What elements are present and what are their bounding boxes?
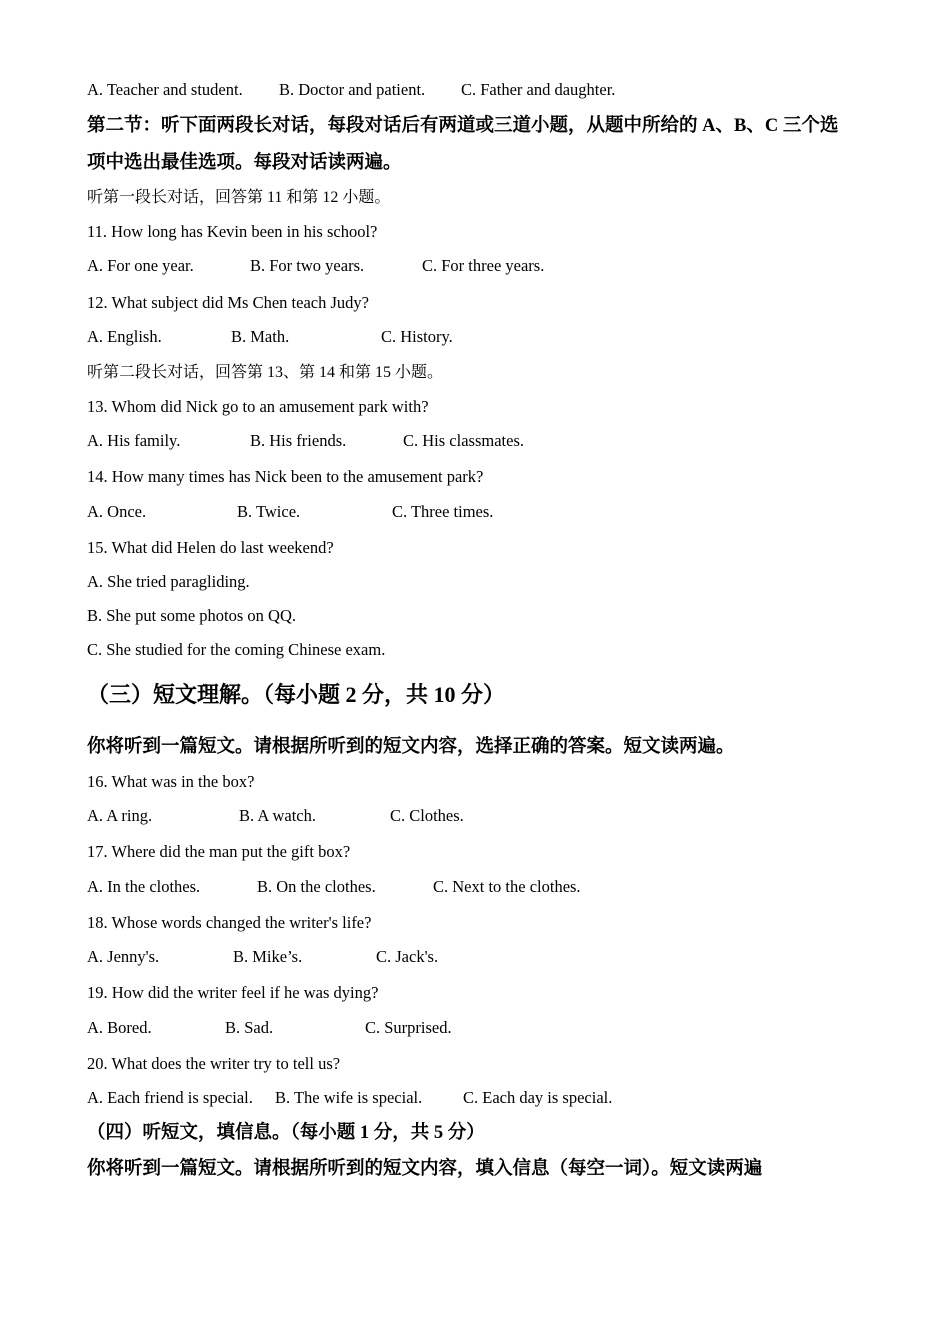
option-b: B. Twice. — [237, 502, 301, 521]
option-c: C. Next to the clothes. — [433, 877, 581, 896]
q13-question: 13. Whom did Nick go to an amusement park with? — [87, 397, 429, 416]
option-c: C. Surprised. — [365, 1018, 452, 1037]
dialogue2-intro: 听第二段长对话，回答第 13、第 14 和第 15 小题。 — [87, 364, 444, 381]
q14-question: 14. How many times has Nick been to the amusement park? — [87, 467, 484, 486]
option-a: A. His family. — [87, 431, 181, 450]
q12-question: 12. What subject did Ms Chen teach Judy? — [87, 293, 369, 312]
option-c: C. Clothes. — [390, 806, 464, 825]
option-c: C. His classmates. — [403, 431, 524, 450]
q15-option-a: A. She tried paragliding. — [87, 572, 250, 591]
q15-option-b: B. She put some photos on QQ. — [87, 606, 297, 625]
option-a: A. Jenny's. — [87, 947, 160, 966]
option-b: B. His friends. — [250, 431, 347, 450]
option-c: C. Three times. — [392, 502, 494, 521]
option-c: C. Each day is special. — [463, 1088, 613, 1107]
option-a: A. A ring. — [87, 806, 153, 825]
option-b: B. The wife is special. — [275, 1088, 423, 1107]
part3-instruction: 你将听到一篇短文。请根据所听到的短文内容，选择正确的答案。短文读两遍。 — [87, 737, 735, 757]
option-a: A. Teacher and student. — [87, 80, 243, 99]
part3-heading: （三）短文理解。（每小题 2 分，共 10 分） — [87, 682, 506, 707]
q15-question: 15. What did Helen do last weekend? — [87, 538, 334, 557]
option-a: A. English. — [87, 327, 162, 346]
option-a: A. Bored. — [87, 1018, 152, 1037]
option-c: C. Father and daughter. — [461, 80, 616, 99]
option-b: B. Math. — [231, 327, 290, 346]
dialogue1-intro: 听第一段长对话，回答第 11 和第 12 小题。 — [87, 189, 391, 206]
option-b: B. On the clothes. — [257, 877, 376, 896]
q11-question: 11. How long has Kevin been in his school? — [87, 222, 378, 241]
option-c: C. History. — [381, 327, 453, 346]
option-b: B. For two years. — [250, 256, 365, 275]
q16-question: 16. What was in the box? — [87, 772, 255, 791]
option-b: B. Sad. — [225, 1018, 274, 1037]
option-a: A. Once. — [87, 502, 147, 521]
section2-instruction-line2: 项中选出最佳选项。每段对话读两遍。 — [87, 153, 402, 173]
option-b: B. Doctor and patient. — [279, 80, 426, 99]
option-b: B. A watch. — [239, 806, 316, 825]
part4-instruction: 你将听到一篇短文。请根据所听到的短文内容，填入信息（每空一词）。短文读两遍 — [87, 1159, 763, 1179]
q18-question: 18. Whose words changed the writer's life? — [87, 913, 372, 932]
part4-heading: （四）听短文，填信息。（每小题 1 分，共 5 分） — [87, 1123, 485, 1143]
option-a: A. Each friend is special. — [87, 1088, 253, 1107]
option-a: A. In the clothes. — [87, 877, 201, 896]
q15-option-c: C. She studied for the coming Chinese exam. — [87, 640, 386, 659]
q19-question: 19. How did the writer feel if he was dying? — [87, 983, 379, 1002]
section2-instruction-line1: 第二节：听下面两段长对话，每段对话后有两道或三道小题，从题中所给的 A、B、C 三个选 — [87, 116, 839, 136]
option-c: C. For three years. — [422, 256, 545, 275]
option-c: C. Jack's. — [376, 947, 439, 966]
option-b: B. Mike’s. — [233, 947, 303, 966]
q20-question: 20. What does the writer try to tell us? — [87, 1054, 341, 1073]
q17-question: 17. Where did the man put the gift box? — [87, 842, 351, 861]
option-a: A. For one year. — [87, 256, 194, 275]
